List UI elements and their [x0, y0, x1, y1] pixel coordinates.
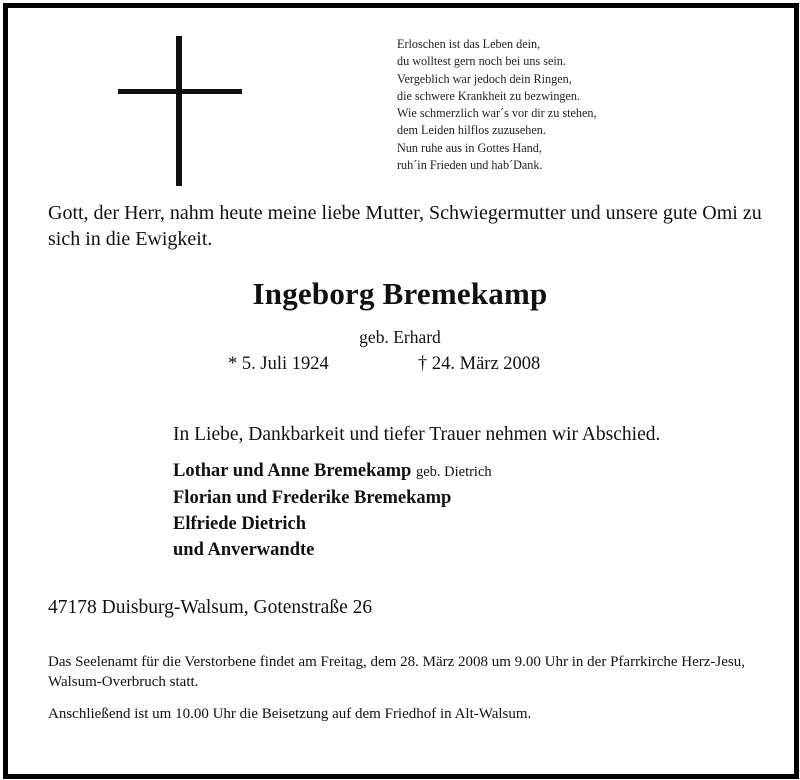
cross-horizontal-bar: [118, 89, 242, 94]
family-member: Florian und Frederike Bremekamp: [173, 488, 452, 508]
poem-line: Wie schmerzlich war´s vor dir zu stehen,: [397, 106, 597, 121]
maiden-name: geb. Erhard: [359, 327, 441, 347]
family-member: [173, 458, 492, 485]
address: 47178 Duisburg-Walsum, Gotenstraße 26: [48, 597, 373, 618]
poem-line: Vergeblich war jedoch dein Ringen,: [397, 71, 572, 86]
poem-line: Nun ruhe aus in Gottes Hand,: [397, 140, 542, 155]
death-date: † 24. März 2008: [418, 354, 541, 374]
farewell-text: In Liebe, Dankbarkeit und tiefer Trauer nehmen wir Abschied.: [173, 424, 661, 445]
poem-line: Erloschen ist das Leben dein,: [397, 37, 541, 51]
family-member-note: geb. Dietrich: [415, 464, 492, 480]
cross-icon: [118, 36, 242, 186]
cross-vertical-bar: [176, 36, 182, 186]
birth-date: * 5. Juli 1924: [228, 354, 329, 374]
poem-line: ruh´in Frieden und hab´Dank.: [397, 158, 543, 173]
family-member: Elfriede Dietrich: [173, 514, 307, 534]
poem-line: die schwere Krankheit zu bezwingen.: [397, 88, 581, 103]
poem-line: dem Leiden hilflos zuzusehen.: [397, 123, 546, 138]
family-member: und Anverwandte: [173, 540, 315, 560]
service-notice: Das Seelenamt für die Verstorbene findet am Freitag, dem 28. März 2008 um 9.00 Uhr in der Pfarrkirche Herz-Jesu, Walsum-Overbruch statt.: [48, 654, 746, 690]
deceased-name: Ingeborg Bremekamp: [252, 276, 548, 311]
family-member-name: Lothar und Anne Bremekamp: [173, 461, 412, 481]
intro-text: Gott, der Herr, nahm heute meine liebe Mutter, Schwiegermutter und unsere gute Omi zu sich in die Ewigkeit.: [48, 202, 762, 250]
family-list: [173, 458, 492, 563]
poem-line: du wolltest gern noch bei uns sein.: [397, 54, 566, 69]
burial-notice: Anschließend ist um 10.00 Uhr die Beisetzung auf dem Friedhof in Alt-Walsum.: [48, 706, 532, 722]
poem: [397, 36, 757, 174]
